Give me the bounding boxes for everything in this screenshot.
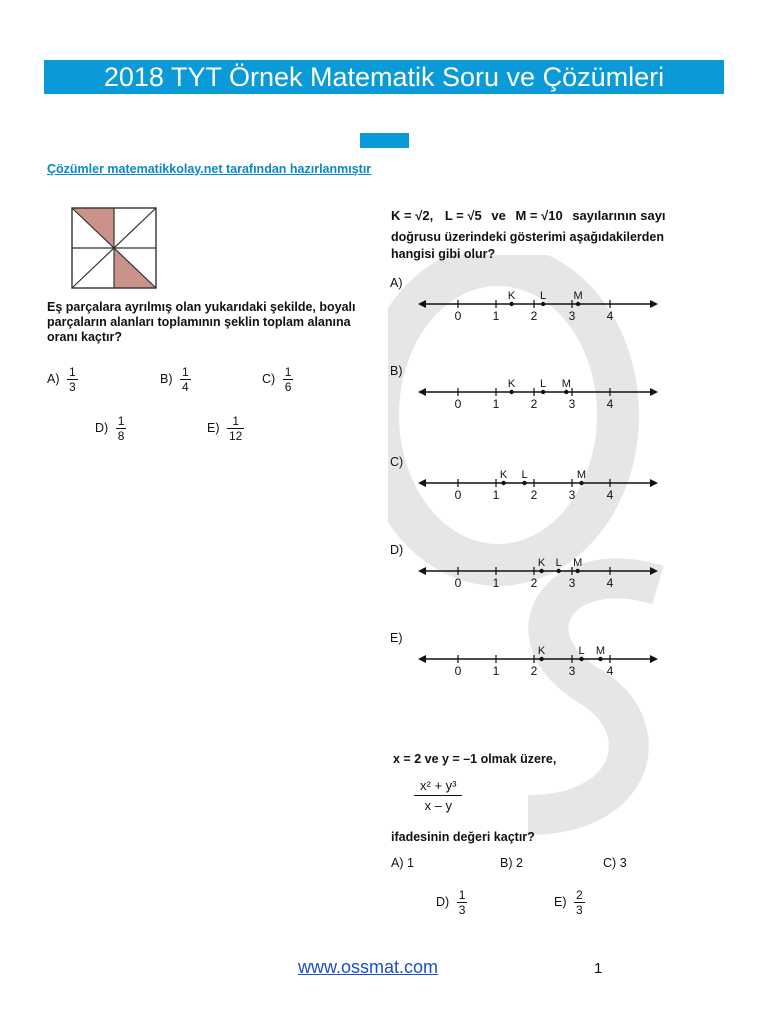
point-label-k: K (537, 557, 546, 569)
q3-option-b[interactable] (500, 856, 523, 870)
point-label-m: M (576, 469, 587, 481)
arrow-right (650, 388, 658, 396)
tick-label: 2 (530, 309, 538, 323)
point-m (576, 569, 580, 573)
q1-option-c[interactable] (262, 365, 293, 394)
q1-question-text: Eş parçalara ayrılmış olan yukarıdaki şekilde, boyalı parçaların alanları toplamının şeklin toplam alanına oranı kaçtır? (47, 300, 356, 344)
point-l (557, 569, 561, 573)
fraction: $\frac{1}{3}$ (68, 365, 76, 394)
arrow-left (418, 655, 426, 663)
option-label: C) (262, 371, 276, 386)
tick-label: 4 (606, 664, 614, 678)
comma: , (429, 208, 434, 223)
q3-numerator: x² + y³ (414, 778, 462, 796)
arrow-left (418, 388, 426, 396)
tick-label: 1 (492, 488, 500, 502)
q2-question-line2: doğrusu üzerindeki gösterimi aşağıdakilerden (391, 230, 664, 244)
option-value: 1 (406, 856, 414, 870)
point-label-k: K (507, 290, 516, 302)
point-k (539, 657, 543, 661)
point-label-m: M (573, 290, 583, 302)
arrow-right (650, 567, 658, 575)
tick-label: 1 (492, 664, 500, 678)
arrow-left (418, 479, 426, 487)
option-value: 2 (515, 856, 523, 870)
q3-question-text: ifadesinin değeri kaçtır? (391, 830, 535, 844)
point-k (539, 569, 543, 573)
q2-option-e-numberline (418, 641, 658, 681)
tick-label: 2 (530, 576, 538, 590)
option-label: B) (160, 371, 173, 386)
fraction: $\frac{1}{6}$ (284, 365, 292, 394)
tick-label: 0 (454, 576, 462, 590)
tick-label: 4 (606, 488, 614, 502)
q2-text-part: sayılarının sayı (572, 208, 666, 223)
section-marker (360, 133, 409, 148)
point-label-k: K (537, 645, 546, 657)
q3-condition: x = 2 ve y = –1 olmak üzere, (393, 752, 557, 766)
option-label: A) (391, 856, 404, 870)
point-k (509, 302, 513, 306)
q1-option-e[interactable] (207, 414, 244, 443)
tick-label: 3 (568, 664, 576, 678)
option-label: E) (554, 894, 567, 909)
arrow-left (418, 567, 426, 575)
point-l (541, 302, 545, 306)
tick-label: 3 (568, 397, 576, 411)
point-m (564, 390, 568, 394)
point-label-l: L (555, 557, 562, 569)
q3-option-c[interactable] (603, 856, 627, 870)
q2-question-line1 (391, 208, 666, 223)
q2-question-line3: hangisi gibi olur? (391, 247, 496, 261)
q2-option-d-numberline (418, 553, 658, 593)
fraction: $\frac{1}{12}$ (228, 414, 243, 443)
q1-option-a[interactable] (47, 365, 78, 394)
point-label-m: M (595, 645, 606, 657)
k-definition: K = √2 (391, 208, 430, 223)
option-label: B) (500, 856, 513, 870)
q3-denominator: x – y (424, 798, 452, 813)
point-m (579, 481, 583, 485)
point-l (579, 657, 583, 661)
option-label: D) (436, 894, 450, 909)
conjunction: ve (491, 208, 506, 223)
point-label-k: K (507, 378, 516, 390)
fraction: $\frac{1}{4}$ (181, 365, 189, 394)
q1-square-figure (70, 206, 158, 290)
q1-option-d[interactable] (95, 414, 126, 443)
credit-link[interactable]: Çözümler matematikkolay.net tarafından hazırlanmıştır (47, 162, 372, 176)
page-title-banner: 2018 TYT Örnek Matematik Soru ve Çözümleri (44, 60, 724, 94)
point-l (541, 390, 545, 394)
tick-label: 4 (606, 576, 614, 590)
fraction: $\frac{1}{8}$ (117, 414, 125, 443)
q2-option-b-label[interactable]: B) (390, 364, 403, 378)
q2-option-c-numberline (418, 465, 658, 505)
arrow-left (418, 300, 426, 308)
tick-label: 3 (568, 576, 576, 590)
tick-label: 0 (454, 664, 462, 678)
q2-option-d-label[interactable]: D) (390, 543, 404, 557)
tick-label: 0 (454, 488, 462, 502)
q2-option-c-label[interactable]: C) (390, 455, 404, 469)
tick-label: 3 (568, 488, 576, 502)
tick-label: 2 (530, 664, 538, 678)
point-m (576, 302, 580, 306)
point-label-m: M (573, 557, 583, 569)
q2-option-a-numberline (418, 286, 658, 326)
tick-label: 2 (530, 488, 538, 502)
arrow-right (650, 479, 658, 487)
fraction: $\frac{2}{3}$ (575, 888, 583, 917)
arrow-right (650, 300, 658, 308)
point-label-l: L (578, 645, 585, 657)
option-value: 3 (619, 856, 627, 870)
point-k (501, 481, 505, 485)
option-label: D) (95, 420, 109, 435)
l-definition: L = √5 (444, 208, 482, 223)
point-k (509, 390, 513, 394)
point-l (522, 481, 526, 485)
tick-label: 2 (530, 397, 538, 411)
arrow-right (650, 655, 658, 663)
tick-label: 1 (492, 397, 500, 411)
q3-option-d[interactable] (436, 888, 467, 917)
point-label-l: L (521, 469, 528, 481)
tick-label: 3 (568, 309, 576, 323)
tick-label: 1 (492, 309, 500, 323)
point-label-k: K (499, 469, 508, 481)
q3-expression (414, 778, 462, 813)
q2-option-b-numberline (418, 374, 658, 414)
q2-option-a-label[interactable]: A) (390, 276, 403, 290)
q3-option-a[interactable] (391, 856, 414, 870)
point-label-m: M (561, 378, 571, 390)
tick-label: 0 (454, 397, 462, 411)
fraction: $\frac{1}{3}$ (458, 888, 466, 917)
q3-option-e[interactable] (554, 888, 585, 917)
tick-label: 0 (454, 309, 462, 323)
q2-option-e-label[interactable]: E) (390, 631, 403, 645)
point-m (598, 657, 602, 661)
tick-label: 4 (606, 309, 614, 323)
tick-label: 4 (606, 397, 614, 411)
m-definition: M = √10 (515, 208, 563, 223)
option-label: C) (603, 856, 617, 870)
footer-website-link[interactable]: www.ossmat.com (298, 957, 439, 977)
point-label-l: L (540, 378, 547, 390)
point-label-l: L (540, 290, 547, 302)
option-label: A) (47, 371, 60, 386)
page-number: 1 (594, 960, 603, 977)
q1-option-b[interactable] (160, 365, 191, 394)
option-label: E) (207, 420, 220, 435)
tick-label: 1 (492, 576, 500, 590)
